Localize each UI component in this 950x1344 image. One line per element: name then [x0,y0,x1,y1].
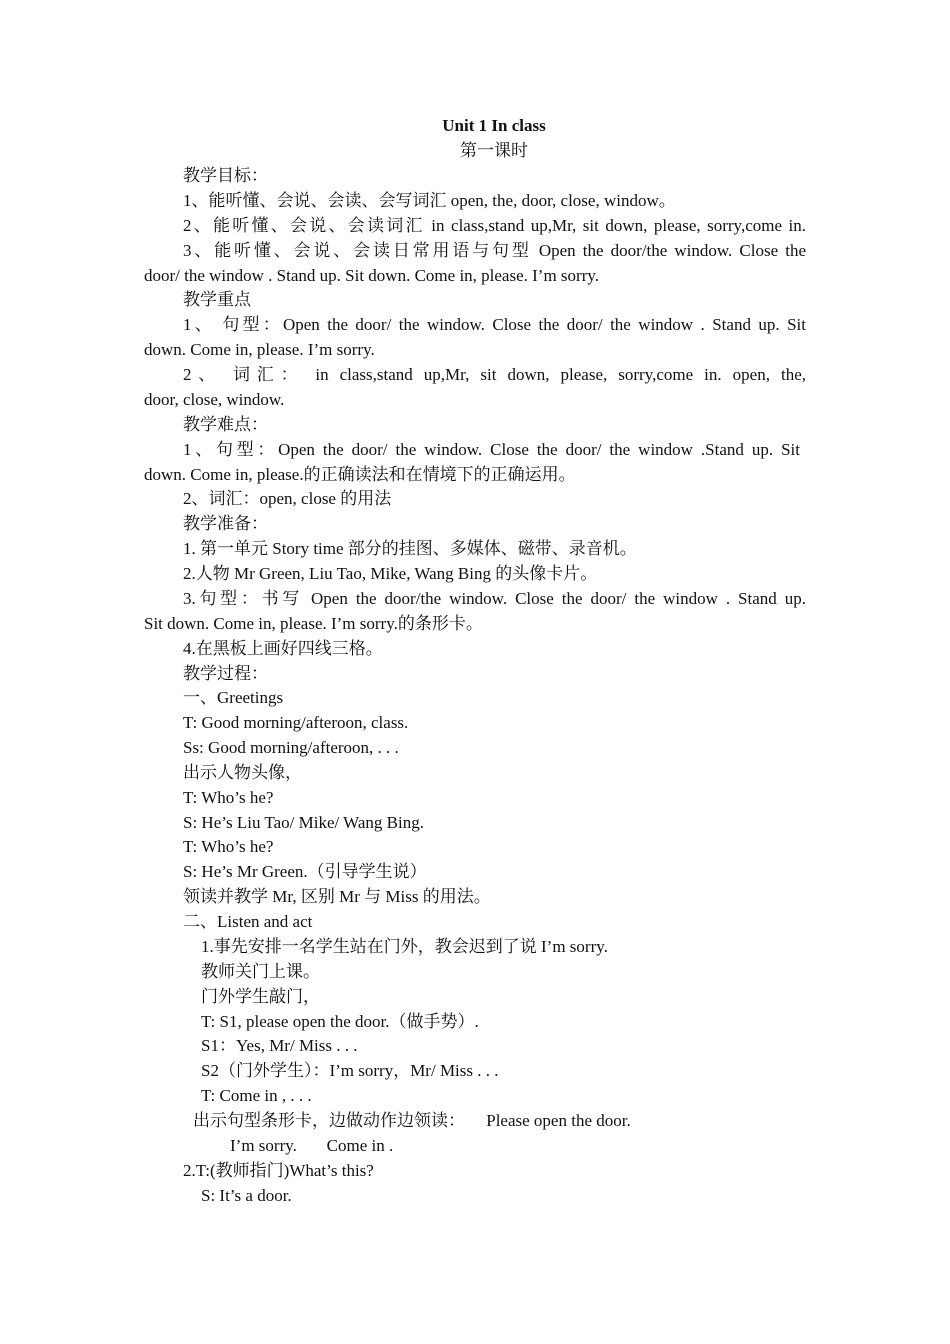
text-line: 1.事先安排一名学生站在门外，教会迟到了说 I’m sorry. [201,937,608,956]
text-line: T: S1, please open the door.（做手势）. [201,1012,479,1031]
text-line: 2、能听懂、会说、会读词汇 in class,stand up,Mr, sit down, please, sorry,come in. [183,216,806,235]
text-line: T: Who’s he? [183,788,274,807]
text-line: S: It’s a door. [201,1186,292,1205]
text-line: 门外学生敲门， [201,987,320,1006]
text-line: 领读并教学 Mr, 区别 Mr 与 Miss 的用法。 [183,887,491,906]
text-line: 1、能听懂、会说、会读、会写词汇 open, the, door, close, window。 [183,191,676,210]
text-line: S: He’s Mr Green.（引导学生说） [183,862,427,881]
text-line: door, close, window. [144,390,285,409]
text-line: 一、Greetings [183,688,284,707]
text-line: 1. 第一单元 Story time 部分的挂图、多媒体、磁带、录音机。 [183,539,637,558]
text-line: 3.句型：书写 Open the door/the window. Close the door/ the window . Stand up. [183,589,806,608]
text-line: S2（门外学生）：I’m sorry，Mr/ Miss . . . [201,1061,499,1080]
text-line: 2、 词汇： in class,stand up,Mr, sit down, please, sorry,come in. open, the, [183,365,806,384]
text-line: Sit down. Come in, please. I’m sorry.的条形卡。 [144,614,483,633]
section-heading-process: 教学过程： [183,664,268,683]
text-line: 2.T:(教师指门)What’s this? [183,1161,374,1180]
section-heading-preparation: 教学准备： [183,514,268,533]
text-line: 2、词汇：open, close 的用法 [183,489,392,508]
text-line: S: He’s Liu Tao/ Mike/ Wang Bing. [183,813,424,832]
text-line: 教师关门上课。 [201,962,320,981]
text-line: 2.人物 Mr Green, Liu Tao, Mike, Wang Bing 的头像卡片。 [183,564,598,583]
text-line: 1、句型：Open the door/ the window. Close the door/ the window .Stand up. Sit [183,440,800,459]
section-heading-key-points: 教学重点 [183,290,251,309]
text-line: T: Who’s he? [183,837,274,856]
text-line: S1：Yes, Mr/ Miss . . . [201,1036,358,1055]
text-line: 1、 句型：Open the door/ the window. Close the door/ the window . Stand up. Sit [183,315,806,334]
text-line: door/ the window . Stand up. Sit down. Come in, please. I’m sorry. [144,266,600,285]
text-line: T: Come in , . . . [201,1086,312,1105]
text-line: T: Good morning/afteroon, class. [183,713,409,732]
section-heading-difficulties: 教学难点： [183,415,268,434]
section-heading-objectives: 教学目标： [183,166,268,185]
text-line: 4.在黑板上画好四线三格。 [183,639,383,658]
text-line: 二、Listen and act [183,912,313,931]
document-subtitle: 第一课时 [460,141,528,160]
text-line: I’m sorry. Come in . [230,1136,394,1155]
document-title: Unit 1 In class [442,116,546,135]
text-line: 出示句型条形卡，边做动作边领读： Please open the door. [193,1111,631,1130]
text-line: Ss: Good morning/afteroon, . . . [183,738,399,757]
text-line: down. Come in, please.的正确读法和在情境下的正确运用。 [144,465,576,484]
text-line: 出示人物头像， [183,763,302,782]
text-line: down. Come in, please. I’m sorry. [144,340,375,359]
text-line: 3、能听懂、会说、会读日常用语与句型 Open the door/the window. Close the [183,241,806,260]
